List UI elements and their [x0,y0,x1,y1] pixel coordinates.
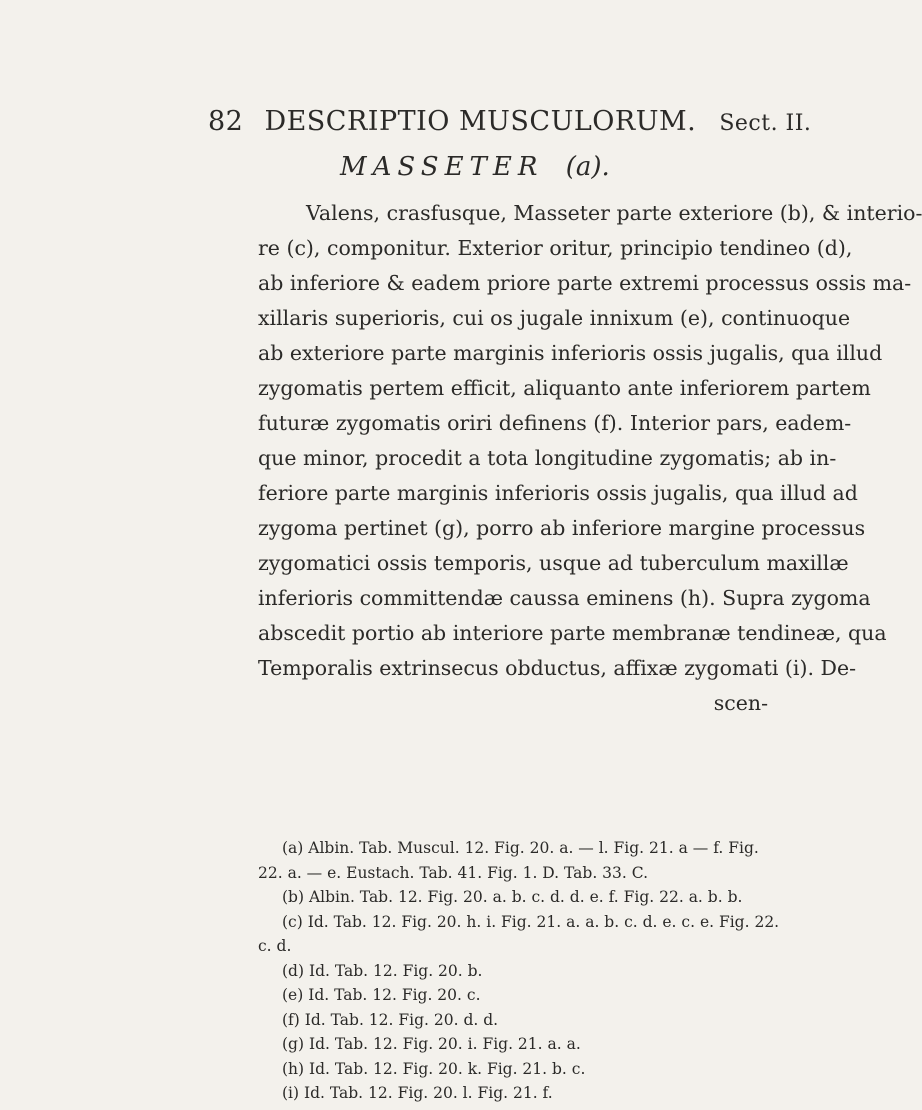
body-line: zygoma pertinet (g), porro ab inferiore margine processus [258,516,866,540]
footnote: (a) Albin. Tab. Muscul. 12. Fig. 20. a. — l. Fig. 21. a — f. Fig. [282,839,759,857]
footnote: c. d. [258,937,292,955]
footnote: (f) Id. Tab. 12. Fig. 20. d. d. [282,1010,499,1029]
section-label: Sect. II. [719,111,812,136]
body-line: inferioris committendæ caussa eminens (h). Supra zygoma [258,586,871,610]
running-head [208,106,812,137]
body-line: ab exteriore parte marginis inferioris ossis jugalis, qua illud [258,341,883,365]
body-line: futuræ zygomatis oriri definens (f). Interior pars, eadem- [258,411,852,435]
body-line: abscedit portio ab interiore parte membranæ tendineæ, qua [258,621,887,645]
footnote: 22. a. — e. Eustach. Tab. 41. Fig. 1. D. Tab. 33. C. [258,863,648,882]
body-line: Valens, crasfusque, Masseter parte exteriore (b), & interio- [306,201,922,225]
body-line: zygomatis pertem efficit, aliquanto ante inferiorem partem [258,376,871,400]
footnote: (i) Id. Tab. 12. Fig. 20. l. Fig. 21. f. [282,1084,553,1102]
section-title: MASSETER [340,152,544,182]
footnote: (g) Id. Tab. 12. Fig. 20. i. Fig. 21. a. a. [282,1035,581,1053]
footnote: (h) Id. Tab. 12. Fig. 20. k. Fig. 21. b. c. [282,1059,586,1078]
section-title-note: (a). [565,152,610,182]
body-line: zygomatici ossis temporis, usque ad tuberculum maxillæ [258,551,849,575]
body-paragraph [258,196,922,721]
body-line: Temporalis extrinsecus obductus, affixæ zygomati (i). De- [258,656,857,680]
footnote: (c) Id. Tab. 12. Fig. 20. h. i. Fig. 21. a. a. b. c. d. e. c. e. Fig. 22. [282,912,780,931]
body-line: ab inferiore & eadem priore parte extremi processus ossis ma- [258,271,912,295]
body-line: feriore parte marginis inferioris ossis jugalis, qua illud ad [258,481,858,505]
footnotes [258,836,780,1106]
body-line: que minor, procedit a tota longitudine zygomatis; ab in- [258,446,837,470]
page-number: 82 [208,106,244,137]
section-heading [340,152,610,182]
footnote: (b) Albin. Tab. 12. Fig. 20. a. b. c. d. d. e. f. Fig. 22. a. b. b. [282,888,743,906]
body-line: xillaris superioris, cui os jugale innixum (e), continuoque [258,306,851,330]
body-line: re (c), componitur. Exterior oritur, principio tendineo (d), [258,236,853,260]
footnote: (d) Id. Tab. 12. Fig. 20. b. [282,961,483,980]
running-title: DESCRIPTIO MUSCULORUM. [264,106,697,137]
footnote: (e) Id. Tab. 12. Fig. 20. c. [282,986,481,1004]
catchword: scen- [713,691,768,715]
